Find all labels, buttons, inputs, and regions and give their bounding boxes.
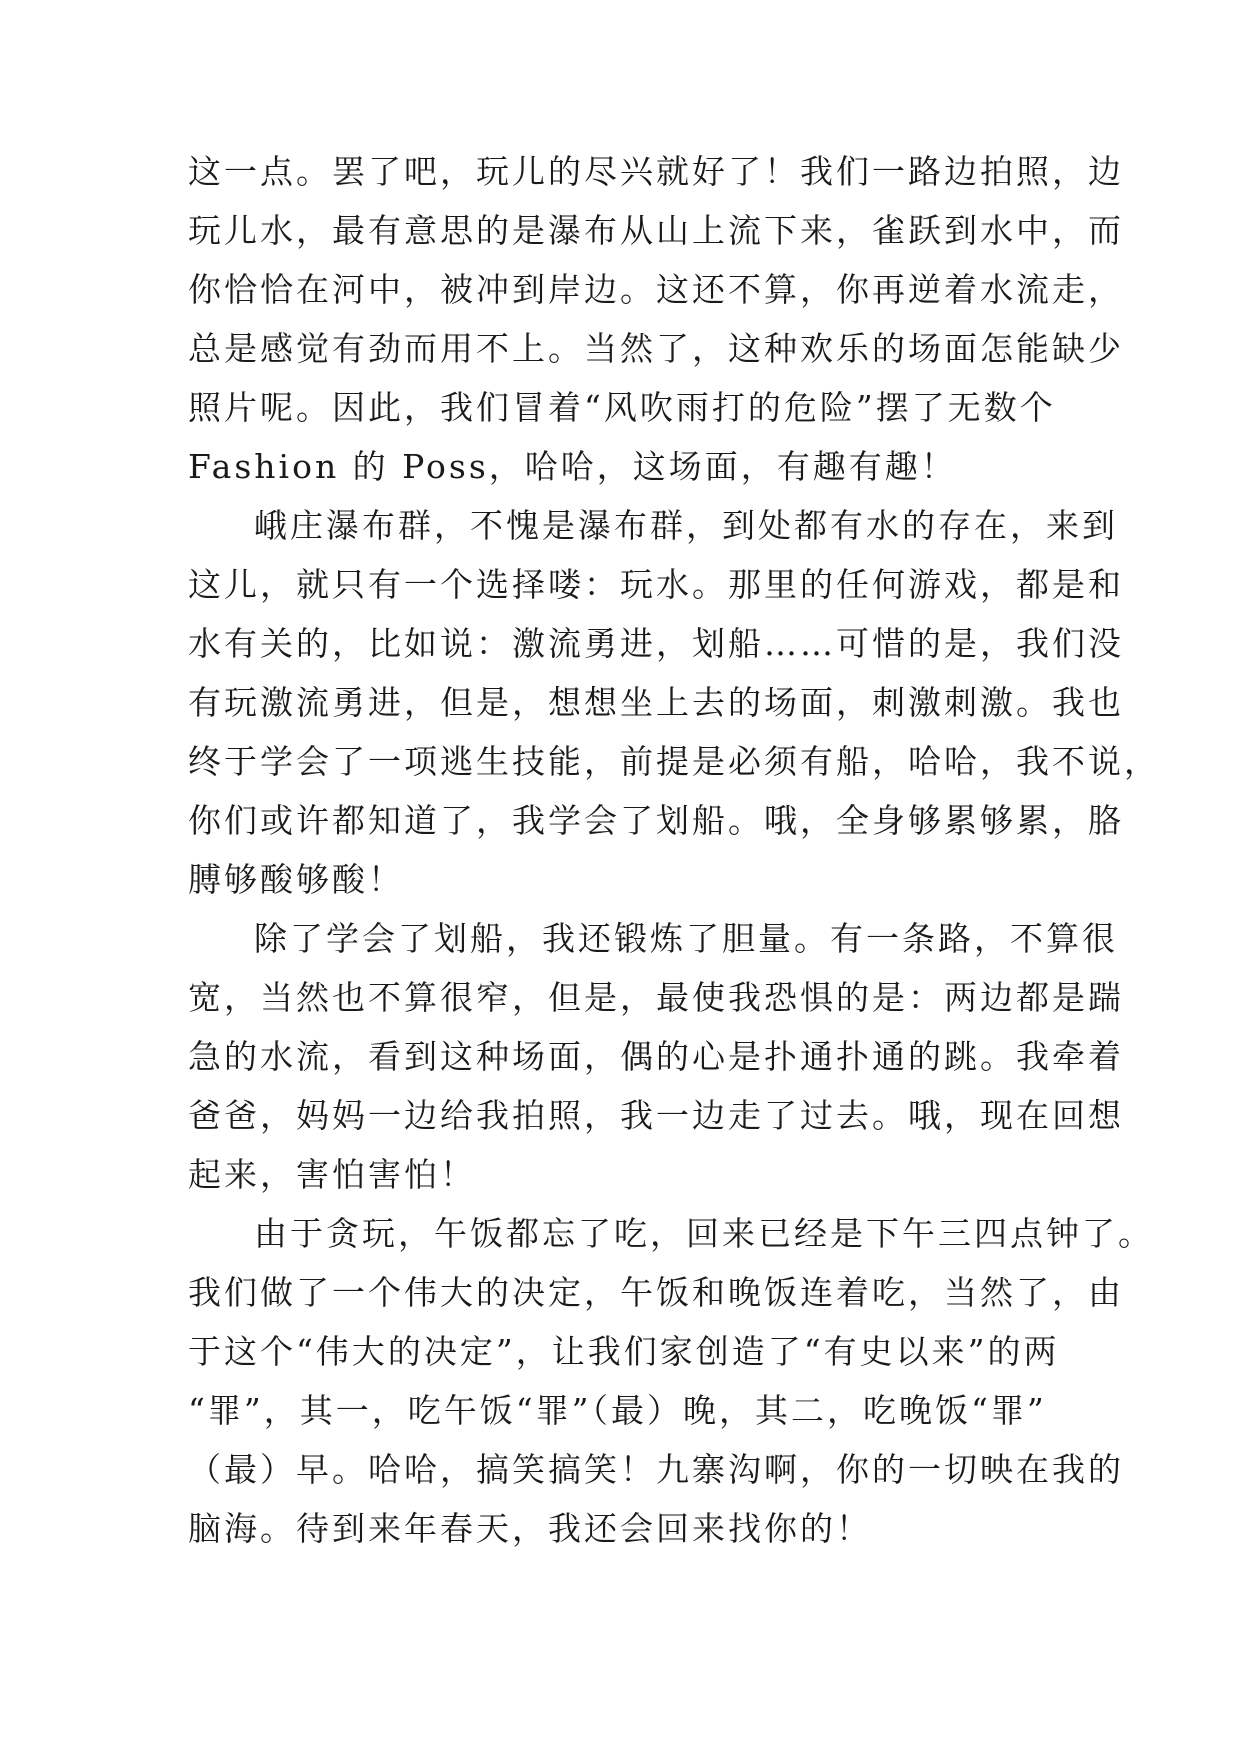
text-line: 照片呢。因此，我们冒着“风吹雨打的危险”摆了无数个 — [188, 388, 1056, 427]
text-line: 除了学会了划船，我还锻炼了胆量。有一条路，不算很 — [254, 919, 1118, 958]
paragraph-4 — [188, 1204, 1154, 1558]
text-line: Fashion 的 Poss，哈哈，这场面，有趣有趣！ — [188, 447, 957, 486]
text-line: 这儿，就只有一个选择喽：玩水。那里的任何游戏，都是和 — [188, 565, 1124, 604]
text-line: 终于学会了一项逃生技能，前提是必须有船，哈哈，我不说， — [188, 742, 1160, 781]
text-line: 起来，害怕害怕！ — [188, 1155, 476, 1194]
text-line: 由于贪玩，午饭都忘了吃，回来已经是下午三四点钟了。 — [254, 1214, 1154, 1253]
text-line: 峨庄瀑布群，不愧是瀑布群，到处都有水的存在，来到 — [254, 506, 1118, 545]
text-line: 总是感觉有劲而用不上。当然了，这种欢乐的场面怎能缺少 — [188, 329, 1124, 368]
text-line: 膊够酸够酸！ — [188, 860, 404, 899]
text-line: 我们做了一个伟大的决定，午饭和晚饭连着吃，当然了，由 — [188, 1273, 1124, 1312]
text-line: “罪”，其一，吃午饭“罪”（最）晚，其二，吃晚饭“罪” — [188, 1391, 1047, 1430]
paragraph-3 — [188, 909, 1124, 1204]
text-line: 你们或许都知道了，我学会了划船。哦，全身够累够累，胳 — [188, 801, 1124, 840]
article-body — [188, 142, 1160, 1558]
text-line: 于这个“伟大的决定”，让我们家创造了“有史以来”的两 — [188, 1332, 1060, 1371]
text-line: 有玩激流勇进，但是，想想坐上去的场面，刺激刺激。我也 — [188, 683, 1124, 722]
text-line: 这一点。罢了吧，玩儿的尽兴就好了！我们一路边拍照，边 — [188, 152, 1124, 191]
text-line: 宽，当然也不算很窄，但是，最使我恐惧的是：两边都是踹 — [188, 978, 1124, 1017]
text-line: 水有关的，比如说：激流勇进，划船……可惜的是，我们没 — [188, 624, 1124, 663]
text-line: 你恰恰在河中，被冲到岸边。这还不算，你再逆着水流走， — [188, 270, 1124, 309]
text-line: 急的水流，看到这种场面，偶的心是扑通扑通的跳。我牵着 — [188, 1037, 1124, 1076]
paragraph-2 — [188, 496, 1160, 909]
text-line: 玩儿水，最有意思的是瀑布从山上流下来，雀跃到水中，而 — [188, 211, 1124, 250]
text-line: （最）早。哈哈，搞笑搞笑！九寨沟啊，你的一切映在我的 — [188, 1450, 1124, 1489]
paragraph-1 — [188, 142, 1124, 496]
text-line: 脑海。待到来年春天，我还会回来找你的！ — [188, 1509, 872, 1548]
text-line: 爸爸，妈妈一边给我拍照，我一边走了过去。哦，现在回想 — [188, 1096, 1124, 1135]
